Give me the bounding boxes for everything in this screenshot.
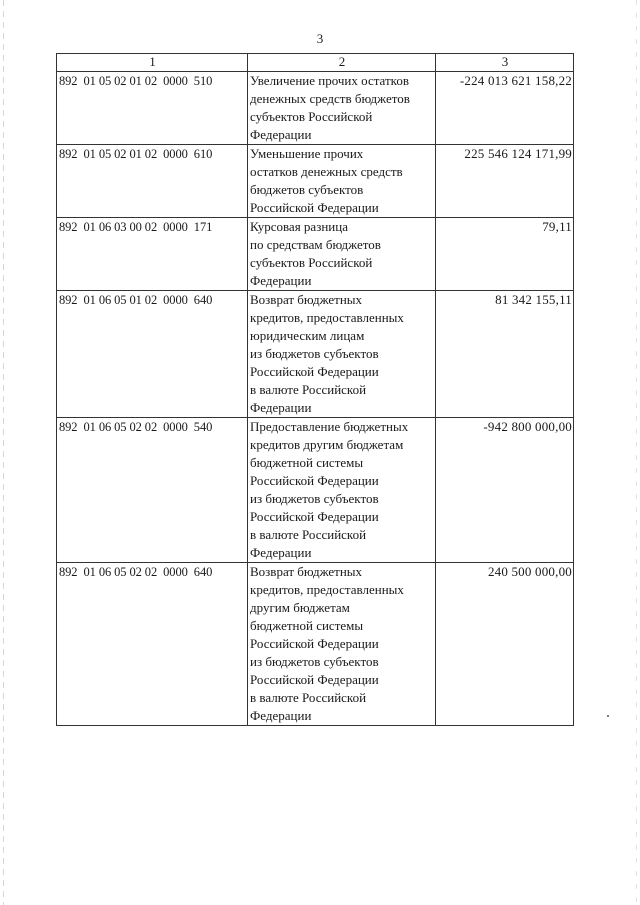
budget-code-cell: 892 01 06 05 02 02 0000 540 [57, 418, 248, 563]
table-row [57, 291, 574, 418]
amount-cell: 79,11 [436, 218, 574, 291]
item-name-cell: Возврат бюджетных кредитов, предоставленных другим бюджетам бюджетной системы Российской Федерации из бюджетов субъектов Российской Федерации в валюте Российской Федерации [248, 563, 436, 726]
item-name-cell: Увеличение прочих остатков денежных средств бюджетов субъектов Российской Федерации [248, 72, 436, 145]
table-row [57, 418, 574, 563]
column-header-code: 1 [57, 54, 248, 72]
scan-edge-left [3, 0, 4, 905]
amount-cell: 81 342 155,11 [436, 291, 574, 418]
amount-cell: -224 013 621 158,22 [436, 72, 574, 145]
amount-cell: -942 800 000,00 [436, 418, 574, 563]
table-header-row [57, 54, 574, 72]
amount-cell: 240 500 000,00 [436, 563, 574, 726]
table-row [57, 563, 574, 726]
budget-sources-table [56, 53, 574, 726]
scan-speck [607, 715, 609, 717]
amount-cell: 225 546 124 171,99 [436, 145, 574, 218]
column-header-name: 2 [248, 54, 436, 72]
scan-edge-right [636, 0, 637, 905]
table-row [57, 218, 574, 291]
page-number: 3 [316, 31, 324, 46]
budget-code-cell: 892 01 05 02 01 02 0000 610 [57, 145, 248, 218]
column-header-amount: 3 [436, 54, 574, 72]
item-name-cell: Курсовая разница по средствам бюджетов субъектов Российской Федерации [248, 218, 436, 291]
budget-code-cell: 892 01 06 03 00 02 0000 171 [57, 218, 248, 291]
item-name-cell: Уменьшение прочих остатков денежных средств бюджетов субъектов Российской Федерации [248, 145, 436, 218]
item-name-cell: Предоставление бюджетных кредитов другим бюджетам бюджетной системы Российской Федерации из бюджетов субъектов Российской Федерации в валюте Российской Федерации [248, 418, 436, 563]
budget-code-cell: 892 01 05 02 01 02 0000 510 [57, 72, 248, 145]
item-name-cell: Возврат бюджетных кредитов, предоставленных юридическим лицам из бюджетов субъектов Российской Федерации в валюте Российской Федерации [248, 291, 436, 418]
table-row [57, 72, 574, 145]
budget-code-cell: 892 01 06 05 02 02 0000 640 [57, 563, 248, 726]
budget-code-cell: 892 01 06 05 01 02 0000 640 [57, 291, 248, 418]
table-row [57, 145, 574, 218]
